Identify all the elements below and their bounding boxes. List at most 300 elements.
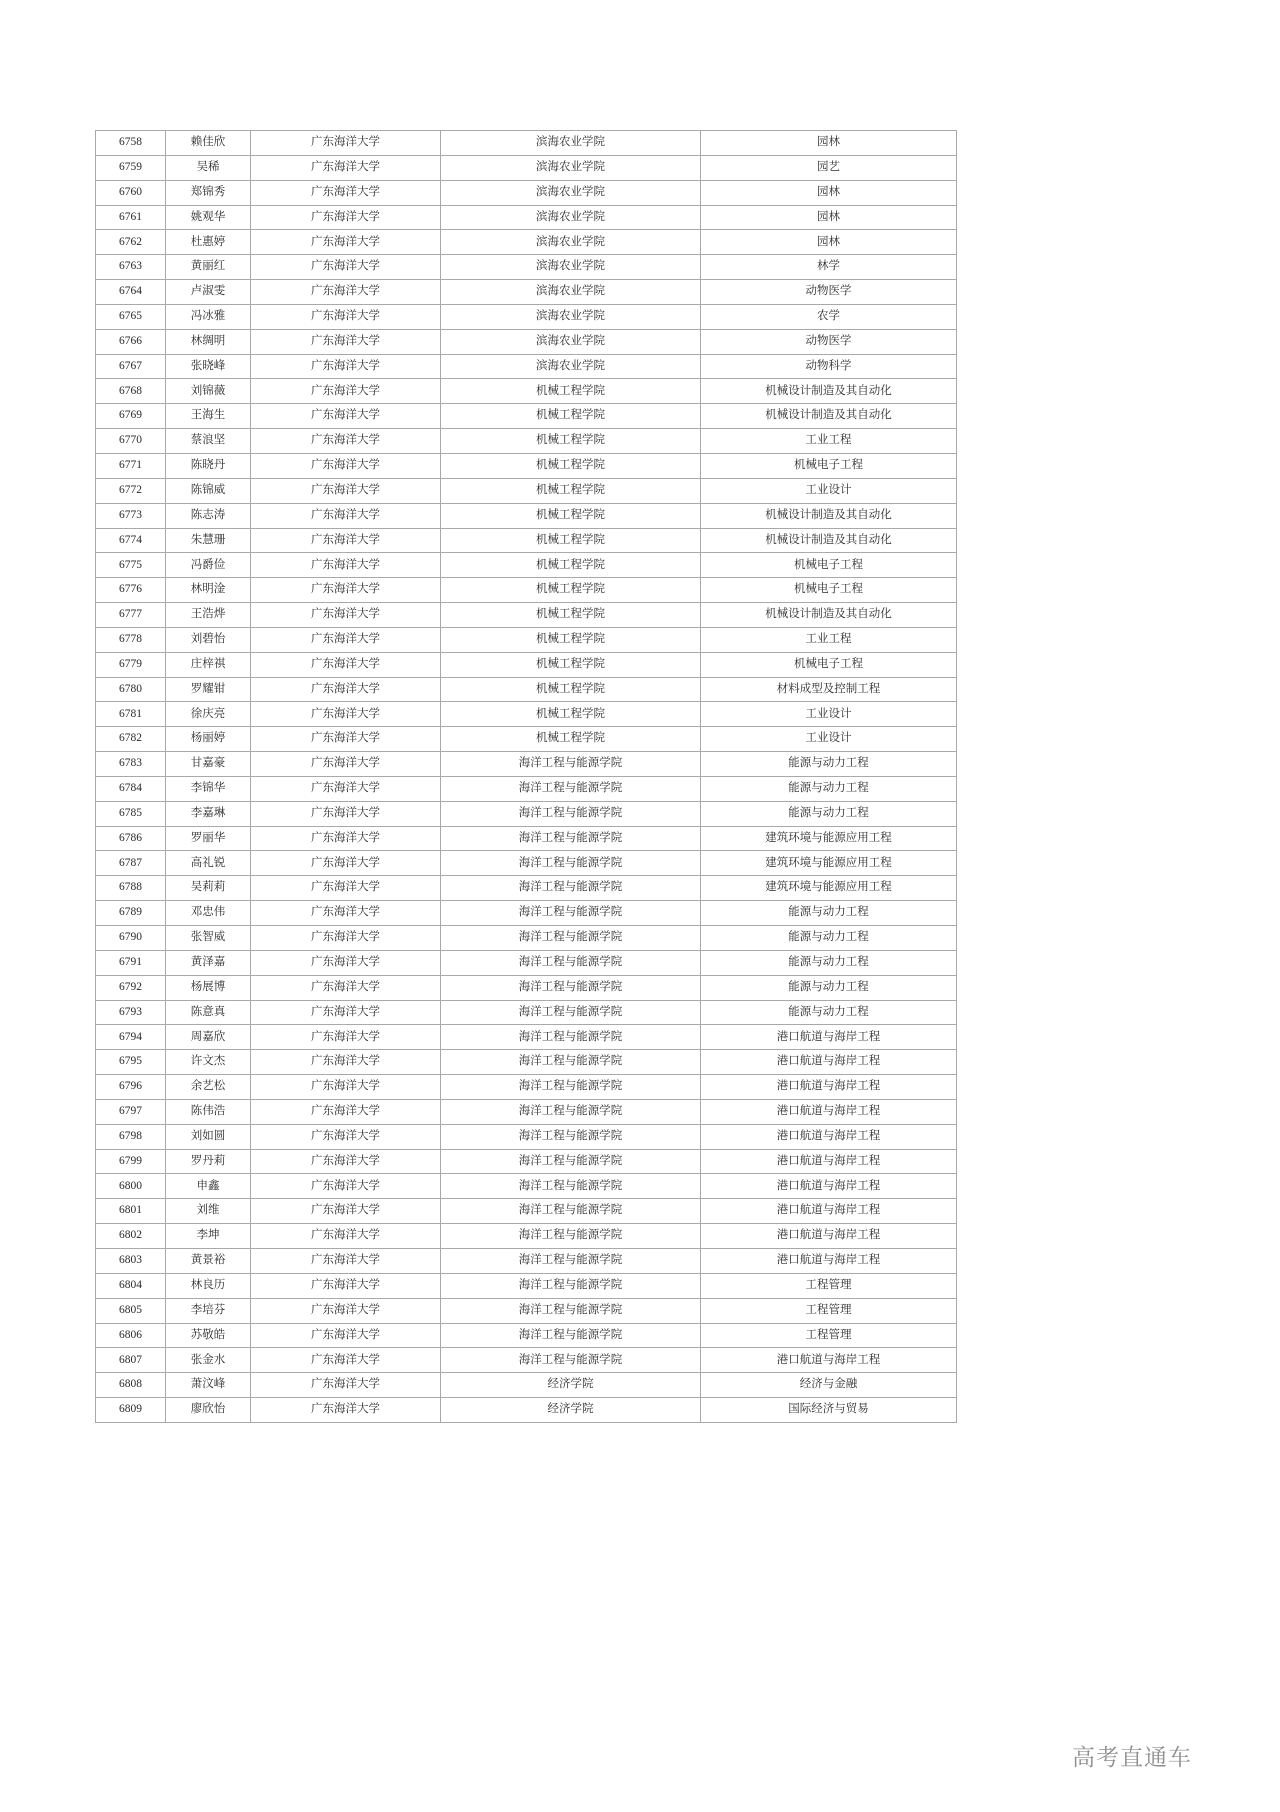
cell-college: 海洋工程与能源学院 <box>441 1174 701 1199</box>
cell-name: 李培芬 <box>166 1298 251 1323</box>
cell-university: 广东海洋大学 <box>251 329 441 354</box>
cell-id: 6797 <box>96 1099 166 1124</box>
cell-major: 动物医学 <box>701 280 957 305</box>
cell-name: 林绸明 <box>166 329 251 354</box>
cell-major: 工业工程 <box>701 429 957 454</box>
cell-college: 海洋工程与能源学院 <box>441 1348 701 1373</box>
cell-major: 机械电子工程 <box>701 578 957 603</box>
cell-college: 滨海农业学院 <box>441 280 701 305</box>
cell-name: 陈伟浩 <box>166 1099 251 1124</box>
cell-id: 6798 <box>96 1124 166 1149</box>
cell-id: 6776 <box>96 578 166 603</box>
cell-major: 机械设计制造及其自动化 <box>701 603 957 628</box>
table-row <box>96 1099 957 1124</box>
cell-id: 6792 <box>96 975 166 1000</box>
table-row <box>96 901 957 926</box>
cell-id: 6764 <box>96 280 166 305</box>
cell-major: 工业设计 <box>701 727 957 752</box>
cell-major: 港口航道与海岸工程 <box>701 1224 957 1249</box>
cell-university: 广东海洋大学 <box>251 230 441 255</box>
cell-university: 广东海洋大学 <box>251 280 441 305</box>
cell-university: 广东海洋大学 <box>251 702 441 727</box>
cell-major: 机械电子工程 <box>701 652 957 677</box>
cell-major: 园林 <box>701 230 957 255</box>
cell-name: 陈晓丹 <box>166 453 251 478</box>
table-row <box>96 826 957 851</box>
cell-college: 海洋工程与能源学院 <box>441 752 701 777</box>
cell-university: 广东海洋大学 <box>251 1298 441 1323</box>
cell-id: 6785 <box>96 801 166 826</box>
cell-major: 工程管理 <box>701 1323 957 1348</box>
cell-id: 6781 <box>96 702 166 727</box>
cell-college: 海洋工程与能源学院 <box>441 1273 701 1298</box>
cell-name: 甘嘉豪 <box>166 752 251 777</box>
cell-name: 杨丽婷 <box>166 727 251 752</box>
student-roster-table <box>95 130 957 1423</box>
cell-id: 6758 <box>96 131 166 156</box>
cell-major: 工程管理 <box>701 1273 957 1298</box>
cell-college: 滨海农业学院 <box>441 354 701 379</box>
cell-university: 广东海洋大学 <box>251 453 441 478</box>
cell-id: 6769 <box>96 404 166 429</box>
cell-major: 园林 <box>701 205 957 230</box>
table-row <box>96 553 957 578</box>
table-row <box>96 1273 957 1298</box>
cell-college: 海洋工程与能源学院 <box>441 926 701 951</box>
cell-college: 经济学院 <box>441 1373 701 1398</box>
cell-name: 罗丹莉 <box>166 1149 251 1174</box>
cell-college: 滨海农业学院 <box>441 304 701 329</box>
table-row <box>96 677 957 702</box>
table-row <box>96 627 957 652</box>
cell-id: 6806 <box>96 1323 166 1348</box>
table-row <box>96 1248 957 1273</box>
cell-major: 建筑环境与能源应用工程 <box>701 826 957 851</box>
table-row <box>96 652 957 677</box>
cell-university: 广东海洋大学 <box>251 727 441 752</box>
cell-id: 6805 <box>96 1298 166 1323</box>
cell-college: 海洋工程与能源学院 <box>441 975 701 1000</box>
cell-college: 滨海农业学院 <box>441 329 701 354</box>
cell-name: 林良历 <box>166 1273 251 1298</box>
cell-university: 广东海洋大学 <box>251 304 441 329</box>
cell-major: 能源与动力工程 <box>701 1000 957 1025</box>
cell-id: 6787 <box>96 851 166 876</box>
cell-name: 周嘉欣 <box>166 1025 251 1050</box>
cell-college: 机械工程学院 <box>441 528 701 553</box>
cell-college: 海洋工程与能源学院 <box>441 1224 701 1249</box>
cell-major: 港口航道与海岸工程 <box>701 1174 957 1199</box>
cell-university: 广东海洋大学 <box>251 478 441 503</box>
table-row <box>96 528 957 553</box>
cell-college: 经济学院 <box>441 1398 701 1423</box>
cell-university: 广东海洋大学 <box>251 1000 441 1025</box>
cell-id: 6773 <box>96 503 166 528</box>
cell-name: 吴莉莉 <box>166 876 251 901</box>
cell-university: 广东海洋大学 <box>251 975 441 1000</box>
cell-university: 广东海洋大学 <box>251 603 441 628</box>
cell-name: 余艺松 <box>166 1075 251 1100</box>
table-row <box>96 429 957 454</box>
table-row <box>96 1124 957 1149</box>
student-roster-body <box>96 131 957 1423</box>
cell-college: 海洋工程与能源学院 <box>441 826 701 851</box>
cell-university: 广东海洋大学 <box>251 1149 441 1174</box>
cell-college: 海洋工程与能源学院 <box>441 1124 701 1149</box>
cell-id: 6801 <box>96 1199 166 1224</box>
cell-university: 广东海洋大学 <box>251 950 441 975</box>
cell-university: 广东海洋大学 <box>251 1348 441 1373</box>
cell-college: 海洋工程与能源学院 <box>441 1050 701 1075</box>
cell-university: 广东海洋大学 <box>251 255 441 280</box>
cell-id: 6802 <box>96 1224 166 1249</box>
cell-name: 蔡浪坚 <box>166 429 251 454</box>
cell-university: 广东海洋大学 <box>251 826 441 851</box>
cell-major: 园艺 <box>701 155 957 180</box>
cell-college: 海洋工程与能源学院 <box>441 1298 701 1323</box>
cell-major: 能源与动力工程 <box>701 801 957 826</box>
table-row <box>96 1000 957 1025</box>
table-row <box>96 975 957 1000</box>
cell-college: 海洋工程与能源学院 <box>441 801 701 826</box>
cell-name: 郑锦秀 <box>166 180 251 205</box>
cell-id: 6783 <box>96 752 166 777</box>
cell-name: 刘如圆 <box>166 1124 251 1149</box>
table-row <box>96 379 957 404</box>
table-row <box>96 478 957 503</box>
cell-university: 广东海洋大学 <box>251 429 441 454</box>
cell-university: 广东海洋大学 <box>251 1025 441 1050</box>
cell-id: 6762 <box>96 230 166 255</box>
cell-college: 海洋工程与能源学院 <box>441 776 701 801</box>
table-row <box>96 255 957 280</box>
cell-university: 广东海洋大学 <box>251 553 441 578</box>
table-row <box>96 180 957 205</box>
cell-college: 海洋工程与能源学院 <box>441 901 701 926</box>
cell-name: 林明淦 <box>166 578 251 603</box>
cell-university: 广东海洋大学 <box>251 752 441 777</box>
cell-college: 海洋工程与能源学院 <box>441 1199 701 1224</box>
cell-major: 能源与动力工程 <box>701 776 957 801</box>
cell-college: 机械工程学院 <box>441 702 701 727</box>
cell-name: 李坤 <box>166 1224 251 1249</box>
cell-id: 6765 <box>96 304 166 329</box>
cell-major: 港口航道与海岸工程 <box>701 1248 957 1273</box>
cell-university: 广东海洋大学 <box>251 1050 441 1075</box>
cell-college: 机械工程学院 <box>441 429 701 454</box>
cell-id: 6779 <box>96 652 166 677</box>
cell-university: 广东海洋大学 <box>251 926 441 951</box>
cell-college: 机械工程学院 <box>441 503 701 528</box>
cell-major: 园林 <box>701 180 957 205</box>
table-row <box>96 727 957 752</box>
cell-major: 建筑环境与能源应用工程 <box>701 851 957 876</box>
cell-college: 机械工程学院 <box>441 578 701 603</box>
cell-university: 广东海洋大学 <box>251 180 441 205</box>
cell-college: 海洋工程与能源学院 <box>441 950 701 975</box>
cell-id: 6777 <box>96 603 166 628</box>
cell-id: 6772 <box>96 478 166 503</box>
cell-name: 刘碧怡 <box>166 627 251 652</box>
cell-id: 6766 <box>96 329 166 354</box>
cell-university: 广东海洋大学 <box>251 131 441 156</box>
table-row <box>96 354 957 379</box>
cell-major: 园林 <box>701 131 957 156</box>
cell-name: 赖佳欣 <box>166 131 251 156</box>
cell-major: 工业工程 <box>701 627 957 652</box>
cell-college: 机械工程学院 <box>441 677 701 702</box>
cell-name: 刘锦薇 <box>166 379 251 404</box>
cell-name: 廖欣怡 <box>166 1398 251 1423</box>
cell-major: 港口航道与海岸工程 <box>701 1025 957 1050</box>
cell-college: 滨海农业学院 <box>441 205 701 230</box>
cell-id: 6770 <box>96 429 166 454</box>
cell-major: 机械设计制造及其自动化 <box>701 503 957 528</box>
cell-name: 陈志涛 <box>166 503 251 528</box>
cell-major: 经济与金融 <box>701 1373 957 1398</box>
cell-name: 黄景裕 <box>166 1248 251 1273</box>
cell-major: 能源与动力工程 <box>701 975 957 1000</box>
table-row <box>96 801 957 826</box>
cell-id: 6809 <box>96 1398 166 1423</box>
cell-major: 机械设计制造及其自动化 <box>701 404 957 429</box>
cell-name: 杨展博 <box>166 975 251 1000</box>
cell-university: 广东海洋大学 <box>251 1075 441 1100</box>
cell-id: 6803 <box>96 1248 166 1273</box>
cell-college: 滨海农业学院 <box>441 155 701 180</box>
cell-major: 工业设计 <box>701 702 957 727</box>
cell-major: 农学 <box>701 304 957 329</box>
cell-college: 机械工程学院 <box>441 478 701 503</box>
table-row <box>96 155 957 180</box>
cell-major: 能源与动力工程 <box>701 926 957 951</box>
cell-name: 萧汶峰 <box>166 1373 251 1398</box>
cell-college: 滨海农业学院 <box>441 230 701 255</box>
cell-id: 6796 <box>96 1075 166 1100</box>
cell-name: 刘维 <box>166 1199 251 1224</box>
cell-university: 广东海洋大学 <box>251 1323 441 1348</box>
cell-id: 6799 <box>96 1149 166 1174</box>
cell-id: 6760 <box>96 180 166 205</box>
cell-name: 王浩烨 <box>166 603 251 628</box>
cell-id: 6790 <box>96 926 166 951</box>
cell-university: 广东海洋大学 <box>251 404 441 429</box>
cell-name: 罗耀钳 <box>166 677 251 702</box>
cell-college: 机械工程学院 <box>441 404 701 429</box>
cell-university: 广东海洋大学 <box>251 1224 441 1249</box>
table-row <box>96 230 957 255</box>
cell-university: 广东海洋大学 <box>251 1398 441 1423</box>
table-row <box>96 578 957 603</box>
cell-name: 罗丽华 <box>166 826 251 851</box>
cell-name: 张金水 <box>166 1348 251 1373</box>
cell-university: 广东海洋大学 <box>251 1248 441 1273</box>
table-row <box>96 304 957 329</box>
cell-name: 苏敬皓 <box>166 1323 251 1348</box>
table-row <box>96 851 957 876</box>
table-row <box>96 1398 957 1423</box>
cell-name: 申鑫 <box>166 1174 251 1199</box>
cell-id: 6795 <box>96 1050 166 1075</box>
cell-id: 6786 <box>96 826 166 851</box>
table-row <box>96 1075 957 1100</box>
table-row <box>96 1348 957 1373</box>
cell-major: 国际经济与贸易 <box>701 1398 957 1423</box>
cell-major: 能源与动力工程 <box>701 901 957 926</box>
cell-university: 广东海洋大学 <box>251 776 441 801</box>
cell-name: 庄梓祺 <box>166 652 251 677</box>
table-row <box>96 503 957 528</box>
cell-name: 朱慧珊 <box>166 528 251 553</box>
cell-major: 港口航道与海岸工程 <box>701 1099 957 1124</box>
cell-university: 广东海洋大学 <box>251 1174 441 1199</box>
cell-id: 6763 <box>96 255 166 280</box>
cell-university: 广东海洋大学 <box>251 801 441 826</box>
cell-name: 许文杰 <box>166 1050 251 1075</box>
table-row <box>96 752 957 777</box>
cell-college: 机械工程学院 <box>441 453 701 478</box>
table-row <box>96 950 957 975</box>
cell-name: 冯冰雅 <box>166 304 251 329</box>
cell-id: 6767 <box>96 354 166 379</box>
cell-name: 姚观华 <box>166 205 251 230</box>
cell-university: 广东海洋大学 <box>251 677 441 702</box>
cell-id: 6768 <box>96 379 166 404</box>
cell-university: 广东海洋大学 <box>251 354 441 379</box>
table-row <box>96 876 957 901</box>
cell-id: 6791 <box>96 950 166 975</box>
cell-college: 机械工程学院 <box>441 627 701 652</box>
cell-id: 6808 <box>96 1373 166 1398</box>
table-row <box>96 1050 957 1075</box>
table-row <box>96 1174 957 1199</box>
table-row <box>96 131 957 156</box>
cell-name: 黄丽红 <box>166 255 251 280</box>
cell-id: 6788 <box>96 876 166 901</box>
cell-university: 广东海洋大学 <box>251 578 441 603</box>
cell-major: 能源与动力工程 <box>701 752 957 777</box>
cell-college: 机械工程学院 <box>441 652 701 677</box>
cell-id: 6807 <box>96 1348 166 1373</box>
cell-major: 材料成型及控制工程 <box>701 677 957 702</box>
cell-id: 6761 <box>96 205 166 230</box>
table-row <box>96 453 957 478</box>
cell-university: 广东海洋大学 <box>251 155 441 180</box>
cell-college: 滨海农业学院 <box>441 131 701 156</box>
table-row <box>96 1373 957 1398</box>
cell-name: 张智威 <box>166 926 251 951</box>
cell-major: 工程管理 <box>701 1298 957 1323</box>
table-row <box>96 404 957 429</box>
cell-id: 6759 <box>96 155 166 180</box>
cell-major: 动物科学 <box>701 354 957 379</box>
watermark-text: 高考直通车 <box>1072 1744 1192 1770</box>
cell-college: 机械工程学院 <box>441 603 701 628</box>
cell-college: 滨海农业学院 <box>441 180 701 205</box>
cell-name: 卢淑雯 <box>166 280 251 305</box>
cell-major: 建筑环境与能源应用工程 <box>701 876 957 901</box>
cell-name: 吴稀 <box>166 155 251 180</box>
table-row <box>96 1298 957 1323</box>
cell-major: 机械设计制造及其自动化 <box>701 379 957 404</box>
cell-name: 李嘉琳 <box>166 801 251 826</box>
cell-id: 6775 <box>96 553 166 578</box>
table-row <box>96 1149 957 1174</box>
cell-university: 广东海洋大学 <box>251 379 441 404</box>
table-row <box>96 702 957 727</box>
cell-university: 广东海洋大学 <box>251 503 441 528</box>
cell-name: 张晓峰 <box>166 354 251 379</box>
table-row <box>96 329 957 354</box>
cell-university: 广东海洋大学 <box>251 528 441 553</box>
cell-major: 港口航道与海岸工程 <box>701 1348 957 1373</box>
cell-college: 海洋工程与能源学院 <box>441 1000 701 1025</box>
table-row <box>96 603 957 628</box>
cell-id: 6794 <box>96 1025 166 1050</box>
cell-college: 海洋工程与能源学院 <box>441 851 701 876</box>
cell-major: 港口航道与海岸工程 <box>701 1050 957 1075</box>
cell-major: 港口航道与海岸工程 <box>701 1199 957 1224</box>
cell-id: 6793 <box>96 1000 166 1025</box>
cell-university: 广东海洋大学 <box>251 901 441 926</box>
cell-college: 海洋工程与能源学院 <box>441 1149 701 1174</box>
cell-university: 广东海洋大学 <box>251 1199 441 1224</box>
cell-major: 能源与动力工程 <box>701 950 957 975</box>
cell-name: 徐庆亮 <box>166 702 251 727</box>
cell-university: 广东海洋大学 <box>251 851 441 876</box>
cell-university: 广东海洋大学 <box>251 205 441 230</box>
cell-major: 林学 <box>701 255 957 280</box>
cell-name: 黄泽嘉 <box>166 950 251 975</box>
cell-college: 机械工程学院 <box>441 379 701 404</box>
cell-major: 动物医学 <box>701 329 957 354</box>
cell-id: 6789 <box>96 901 166 926</box>
cell-name: 李锦华 <box>166 776 251 801</box>
cell-name: 杜惠婷 <box>166 230 251 255</box>
cell-major: 港口航道与海岸工程 <box>701 1124 957 1149</box>
cell-college: 海洋工程与能源学院 <box>441 1025 701 1050</box>
cell-name: 邓忠伟 <box>166 901 251 926</box>
cell-college: 海洋工程与能源学院 <box>441 876 701 901</box>
cell-id: 6800 <box>96 1174 166 1199</box>
cell-college: 海洋工程与能源学院 <box>441 1075 701 1100</box>
cell-major: 工业设计 <box>701 478 957 503</box>
cell-name: 陈锦威 <box>166 478 251 503</box>
cell-major: 港口航道与海岸工程 <box>701 1075 957 1100</box>
cell-major: 机械设计制造及其自动化 <box>701 528 957 553</box>
cell-id: 6771 <box>96 453 166 478</box>
cell-college: 机械工程学院 <box>441 727 701 752</box>
cell-name: 陈意真 <box>166 1000 251 1025</box>
cell-college: 海洋工程与能源学院 <box>441 1248 701 1273</box>
cell-university: 广东海洋大学 <box>251 876 441 901</box>
cell-major: 机械电子工程 <box>701 553 957 578</box>
cell-university: 广东海洋大学 <box>251 1124 441 1149</box>
cell-name: 王海生 <box>166 404 251 429</box>
cell-university: 广东海洋大学 <box>251 1373 441 1398</box>
cell-name: 高礼锐 <box>166 851 251 876</box>
table-row <box>96 280 957 305</box>
table-row <box>96 926 957 951</box>
cell-major: 机械电子工程 <box>701 453 957 478</box>
cell-university: 广东海洋大学 <box>251 652 441 677</box>
cell-id: 6780 <box>96 677 166 702</box>
cell-college: 海洋工程与能源学院 <box>441 1099 701 1124</box>
cell-college: 机械工程学院 <box>441 553 701 578</box>
cell-id: 6774 <box>96 528 166 553</box>
cell-name: 冯爵俭 <box>166 553 251 578</box>
cell-id: 6778 <box>96 627 166 652</box>
